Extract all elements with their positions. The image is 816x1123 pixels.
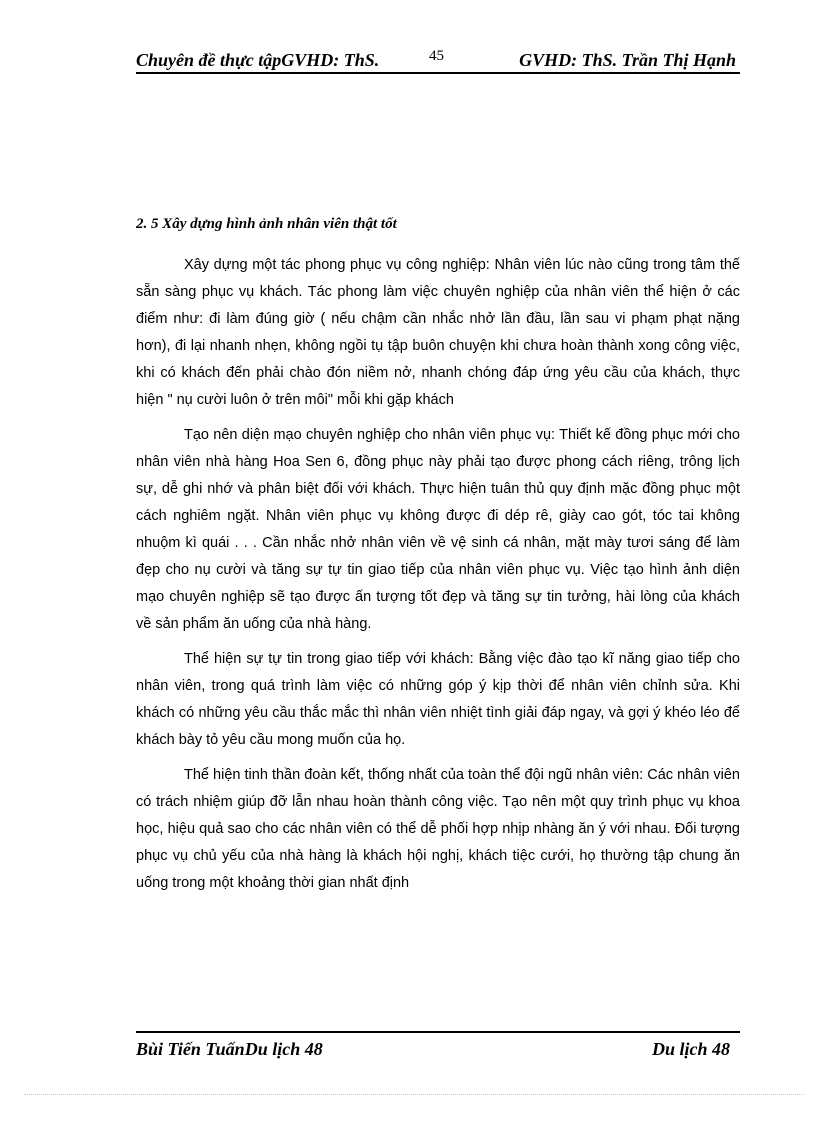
paragraph-4: Thể hiện tinh thần đoàn kết, thống nhất của toàn thể đội ngũ nhân viên: Các nhân viên có trách nhiệm giúp đỡ lẫn nhau hoàn thành công việc. Tạo nên một quy trình phục vụ khoa học, hiệu quả sao cho các nhân viên có thể dễ phối hợp nhịp nhàng ăn ý với nhau. Đối tượng phục vụ chủ yếu của nhà hàng là khách hội nghị, khách tiệc cưới, họ thường tập chung ăn uống trong một khoảng thời gian nhất định [136,767,740,891]
paragraph-1: Xây dựng một tác phong phục vụ công nghiệp: Nhân viên lúc nào cũng trong tâm thế sẵn sàng phục vụ khách. Tác phong làm việc chuyên nghiệp của nhân viên thể hiện ở các điểm như: đi làm đúng giờ ( nếu chậm cần nhắc nhở lần đầu, lần sau vi phạm phạt nặng hơn), đi lại nhanh nhẹn, không ngồi tụ tập buôn chuyện khi chưa hoàn thành xong công việc, khi có khách đến phải chào đón niềm nở, nhanh chóng đáp ứng yêu cầu của khách, thực hiện " nụ cười luôn ở trên môi" mỗi khi gặp khách [136,257,740,408]
header-right-text: GVHD: ThS. Trần Thị Hạnh [519,50,736,70]
page-edge-divider [24,1094,804,1095]
footer-right-text: Du lịch 48 [651,1039,730,1059]
footer-left-text: Bùi Tiến TuấnDu lịch 48 [136,1039,323,1059]
header-left-text: Chuyên đề thực tậpGVHD: ThS. [136,50,380,70]
section-title: 2. 5 Xây dựng hình ảnh nhân viên thật tốt [136,216,397,232]
paragraph-3: Thể hiện sự tự tin trong giao tiếp với khách: Bằng việc đào tạo kĩ năng giao tiếp cho nhân viên, trong quá trình làm việc có những góp ý kịp thời để nhân viên chỉnh sửa. Khi khách có những yêu cầu thắc mắc thì nhân viên nhiệt tình giải đáp ngay, và gợi ý khéo léo để khách bày tỏ yêu cầu mong muốn của họ. [136,651,740,748]
page-footer [136,1031,740,1063]
body-text [136,252,740,905]
paragraph-2: Tạo nên diện mạo chuyên nghiệp cho nhân viên phục vụ: Thiết kế đồng phục mới cho nhân viên nhà hàng Hoa Sen 6, đồng phục này phải tạo được phong cách riêng, trông lịch sự, dễ ghi nhớ và phân biệt đối với khách. Thực hiện tuân thủ quy định mặc đồng phục một cách nghiêm ngặt. Nhân viên phục vụ không được đi dép rê, giày cao gót, tóc tai không nhuộm kì quái . . . Cần nhắc nhở nhân viên về vệ sinh cá nhân, mặt mày tươi sáng để làm đẹp cho nụ cười và tăng sự tự tin giao tiếp của nhân viên phục vụ. Việc tạo hình ảnh diện mạo chuyên nghiệp sẽ tạo được ấn tượng tốt đẹp và tăng sự tin tưởng, hài lòng của khách về sản phẩm ăn uống của nhà hàng. [136,427,740,632]
page-header [136,48,740,74]
page-number: 45 [429,48,444,64]
